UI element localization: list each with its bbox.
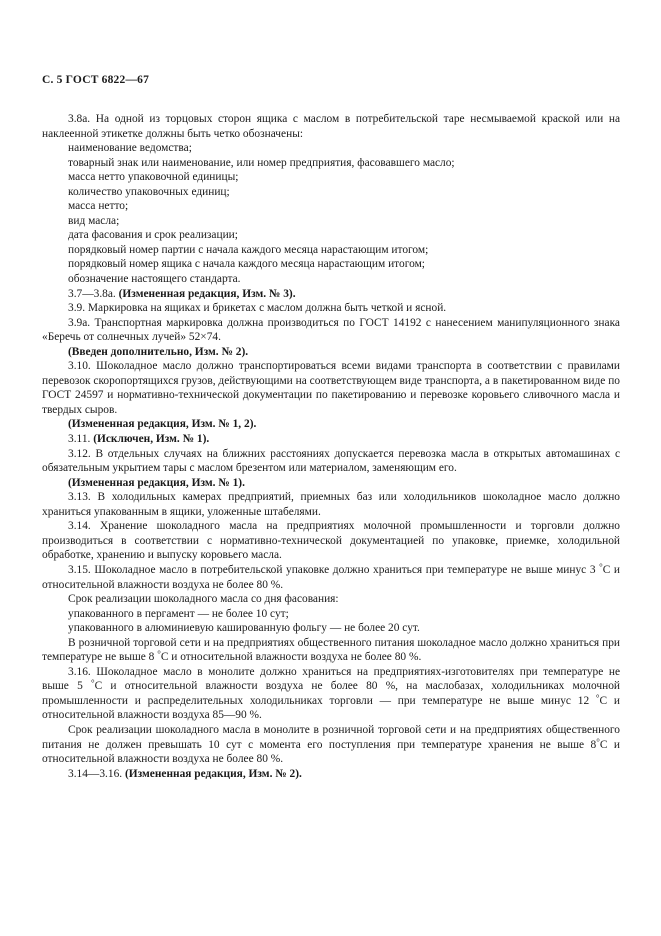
paragraph-number: 3.11. — [68, 433, 94, 446]
paragraph-text-part: С и относительной влажности воздуха не более 80 %. — [160, 651, 422, 664]
list-item: порядковый номер партии с начала каждого месяца нарастающим итогом; — [68, 243, 429, 256]
paragraph-text-part: С и относительной влажности воздуха 85—90 %. — [42, 694, 620, 722]
revision-note-prefix: 3.7—3.8а. — [68, 287, 119, 300]
page-header: С. 5 ГОСТ 6822—67 — [42, 74, 150, 86]
revision-note-text: (Измененная редакция, Изм. № 1). — [68, 476, 245, 489]
paragraph-retail-storage — [42, 636, 620, 665]
paragraph-3-13: 3.13. В холодильных камерах предприятий, приемных баз или холодильников шоколадное масло должно храниться упакованным в ящики, уложенные штабелями. — [42, 491, 620, 518]
list-item: упакованного в пергамент — не более 10 сут; — [68, 607, 289, 620]
revision-note-text: (Измененная редакция, Изм. № 2). — [124, 767, 302, 780]
paragraph-text-part: С и относительной влажности воздуха не более 80 %. — [42, 738, 621, 766]
revision-note-3-12 — [42, 476, 620, 491]
degree-symbol: ° — [157, 649, 161, 660]
paragraph-text-part: Срок реализации шоколадного масла в монолите в розничной торговой сети и на предприятиях общественного питания не должен превышать 10 сут с момента его поступления при температуре хранения не выше 8 — [42, 723, 620, 751]
paragraph-3-9a: 3.9а. Транспортная маркировка должна производиться по ГОСТ 14192 с нанесением манипуляционного знака «Беречь от солнечных лучей» 52×74. — [42, 316, 620, 344]
revision-note-text: (Измененная редакция, Изм. № 1, 2). — [68, 418, 257, 431]
paragraph-3-9: 3.9. Маркировка на ящиках и брикетах с маслом должна быть четкой и ясной. — [68, 302, 447, 315]
paragraph-3-12: 3.12. В отдельных случаях на ближних расстояниях допускается перевозка масла в открытых автомашинах с обязательным укрытием тары с маслом брезентом или материалом, заменяющим его. — [42, 447, 620, 475]
list-item: масса нетто упаковочной единицы; — [68, 171, 239, 184]
paragraph-3-8a: 3.8а. На одной из торцовых сторон ящика с маслом в потребительской таре несмываемой краской или на наклеенной этикетке должны быть четко обозначены: — [42, 113, 620, 140]
revision-note-3-7-3-8a — [42, 287, 620, 302]
paragraph-3-16 — [42, 665, 620, 723]
degree-symbol: ° — [596, 736, 600, 747]
list-item: упакованного в алюминиевую кашированную фольгу — не более 20 сут. — [68, 622, 420, 635]
revision-note-3-14-3-16 — [42, 767, 620, 782]
degree-symbol: ° — [599, 561, 603, 572]
revision-note-3-10 — [42, 417, 620, 432]
list-item: обозначение настоящего стандарта. — [68, 273, 241, 286]
list-item: масса нетто; — [68, 200, 129, 213]
shelf-life-intro: Срок реализации шоколадного масла со дня фасования: — [68, 593, 339, 606]
list-item: наименование ведомства; — [68, 142, 192, 155]
paragraph-text-part: 3.15. Шоколадное масло в потребительской упаковке должно храниться при температуре не выше минус 3 — [68, 563, 600, 576]
paragraph-monolith-shelf-life — [42, 723, 620, 767]
list-item: товарный знак или наименование, или номер предприятия, фасовавшего масло; — [68, 156, 455, 169]
revision-note-text: (Исключен, Изм. № 1). — [93, 433, 210, 446]
paragraph-3-15 — [42, 563, 620, 592]
list-item: дата фасования и срок реализации; — [68, 229, 238, 242]
paragraph-text-part: 3.16. Шоколадное масло в монолите должно храниться на предприятиях-изготовителях при температуре не выше 5 — [42, 665, 620, 693]
degree-symbol: ° — [595, 692, 600, 703]
paragraph-text-part: С и относительной влажности воздуха не более 80 %, на маслобазах, холодильниках молочной промышленности и распределительных холодильниках торговли — при температуре не выше минус 12 — [42, 680, 620, 707]
degree-symbol: ° — [91, 678, 95, 689]
paragraph-3-11 — [42, 432, 620, 447]
list-item: количество упаковочных единиц; — [68, 185, 230, 198]
paragraph-text-part: В розничной торговой сети и на предприятиях общественного питания шоколадное масло должно храниться при температуре не выше 8 — [42, 636, 620, 664]
revision-note-text: (Измененная редакция, Изм. № 3). — [118, 287, 296, 300]
paragraph-text-part: С и относительной влажности воздуха не более 80 %. — [42, 563, 620, 591]
revision-note-3-9a — [42, 345, 620, 360]
revision-note-text: (Введен дополнительно, Изм. № 2). — [68, 345, 249, 358]
list-item: вид масла; — [68, 214, 120, 227]
list-item: порядковый номер ящика с начала каждого месяца нарастающим итогом; — [68, 258, 425, 271]
document-body — [42, 112, 620, 781]
paragraph-3-10: 3.10. Шоколадное масло должно транспортироваться всеми видами транспорта в соответствии с правилами перевозок скоропортящихся грузов, действующими на соответствующем виде транспорта, а в пакетированном виде по ГОСТ 24597 и нормативно-технической документации по пакетированию и перевозке коровьего сливочного масла и твердых сыров. — [42, 360, 620, 416]
paragraph-3-14: 3.14. Хранение шоколадного масла на предприятиях молочной промышленности и торговли должно производиться в соответствии с нормативно-технической документацией по упаковке, приемке, холодильной обработке, хранению и выпуску коровьего масла. — [42, 520, 620, 562]
revision-note-prefix: 3.14—3.16. — [68, 767, 125, 780]
